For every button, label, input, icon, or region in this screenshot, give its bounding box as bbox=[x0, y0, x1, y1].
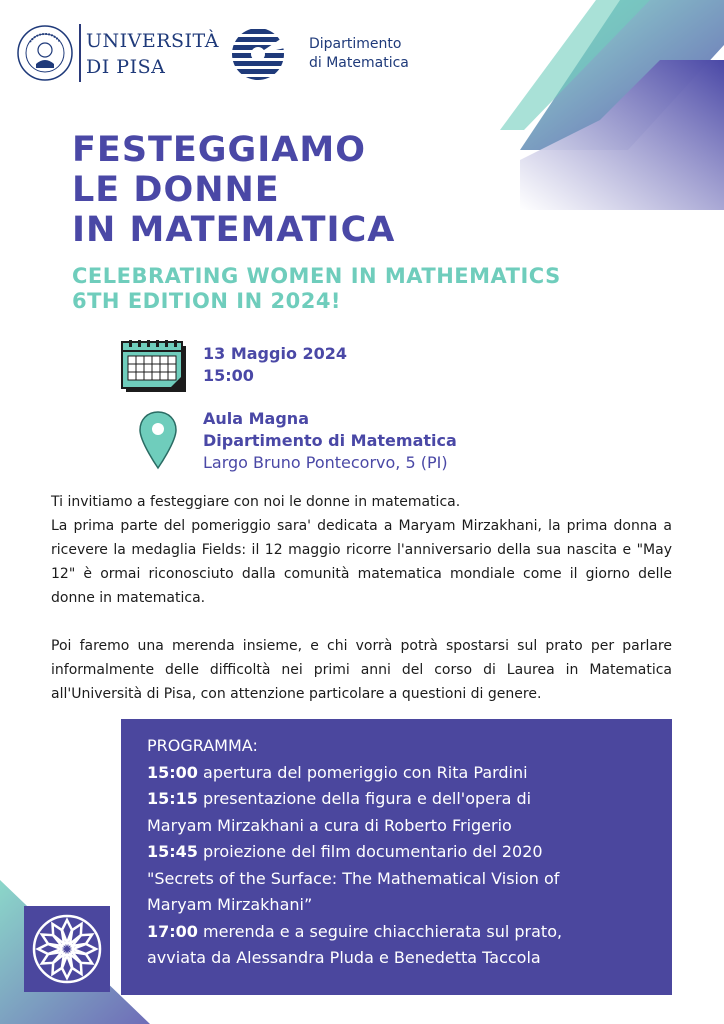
calendar-icon bbox=[120, 340, 192, 396]
program-box bbox=[121, 719, 672, 995]
event-department: Dipartimento di Matematica bbox=[203, 431, 457, 450]
event-time: 15:00 bbox=[203, 366, 254, 385]
page-subtitle bbox=[72, 264, 561, 314]
university-name-line2: DI PISA bbox=[86, 56, 166, 78]
program-item bbox=[147, 760, 667, 787]
program-text: merenda e a seguire chiacchierata sul prato, bbox=[197, 921, 563, 941]
subtitle-line2: 6TH EDITION IN 2024! bbox=[72, 289, 342, 313]
invitation-paragraph-2: La prima parte del pomeriggio sara' dedicata a Maryam Mirzakhani, la prima donna a ricevere la medaglia Fields: il 12 maggio ricorre l'anniversario della sua nascita e "May 12" è ormai riconosciuto dalla comunità matematica mondiale come il giorno delle donne in matematica. bbox=[51, 518, 672, 606]
department-logo bbox=[228, 26, 294, 82]
title-line1: FESTEGGIAMO bbox=[72, 130, 366, 170]
program-time: 15:15 bbox=[147, 789, 198, 808]
program-item bbox=[147, 839, 667, 866]
event-venue: Aula Magna bbox=[203, 409, 309, 428]
program-heading: PROGRAMMA: bbox=[147, 736, 258, 755]
title-line2: LE DONNE bbox=[72, 170, 280, 210]
program-time: 15:00 bbox=[147, 762, 198, 782]
invitation-text bbox=[51, 490, 672, 706]
program-item bbox=[147, 866, 667, 893]
university-seal-logo bbox=[16, 24, 74, 82]
program-text: avviata da Alessandra Pluda e Benedetta Taccola bbox=[147, 948, 541, 967]
invitation-paragraph-3: Poi faremo una merenda insieme, e chi vorrà potrà spostarsi sul prato per parlare informalmente delle difficoltà nei primi anni del corso di Laurea in Matematica all'Università di Pisa, con attenzione particolare a questioni di genere. bbox=[51, 638, 672, 702]
program-item bbox=[147, 786, 667, 813]
department-name-line1: Dipartimento bbox=[309, 36, 402, 52]
program-text: proiezione del film documentario del 2020 bbox=[197, 842, 543, 861]
program-text: Maryam Mirzakhani a cura di Roberto Frigerio bbox=[147, 815, 512, 835]
program-text: "Secrets of the Surface: The Mathematical Vision of bbox=[147, 868, 560, 888]
logo-divider bbox=[79, 24, 81, 82]
event-address: Largo Bruno Pontecorvo, 5 (PI) bbox=[203, 453, 448, 472]
flower-logo bbox=[24, 906, 110, 992]
program-text: presentazione della figura e dell'opera di bbox=[197, 789, 532, 808]
program-text: apertura del pomeriggio con Rita Pardini bbox=[197, 762, 528, 782]
program-text: Maryam Mirzakhani” bbox=[147, 895, 313, 914]
university-name bbox=[86, 28, 219, 80]
event-location bbox=[203, 408, 457, 474]
department-name bbox=[309, 35, 409, 73]
flower-icon bbox=[24, 906, 110, 992]
location-pin-icon bbox=[138, 410, 178, 470]
subtitle-line1: CELEBRATING WOMEN IN MATHEMATICS bbox=[72, 264, 561, 288]
event-datetime bbox=[203, 343, 347, 387]
invitation-paragraph-1: Ti invitiamo a festeggiare con noi le donne in matematica. bbox=[51, 494, 461, 510]
program-time: 17:00 bbox=[147, 921, 198, 941]
university-name-line1: UNIVERSITÀ bbox=[86, 30, 219, 52]
title-line3: IN MATEMATICA bbox=[72, 210, 396, 250]
page-title bbox=[72, 130, 395, 250]
program-item bbox=[147, 919, 667, 946]
department-name-line2: di Matematica bbox=[309, 55, 409, 71]
event-date: 13 Maggio 2024 bbox=[203, 344, 348, 363]
program-list bbox=[147, 733, 667, 972]
program-item bbox=[147, 945, 667, 972]
program-time: 15:45 bbox=[147, 842, 198, 861]
program-item bbox=[147, 813, 667, 840]
program-item bbox=[147, 892, 667, 919]
decorative-gradient-shape bbox=[500, 0, 724, 210]
